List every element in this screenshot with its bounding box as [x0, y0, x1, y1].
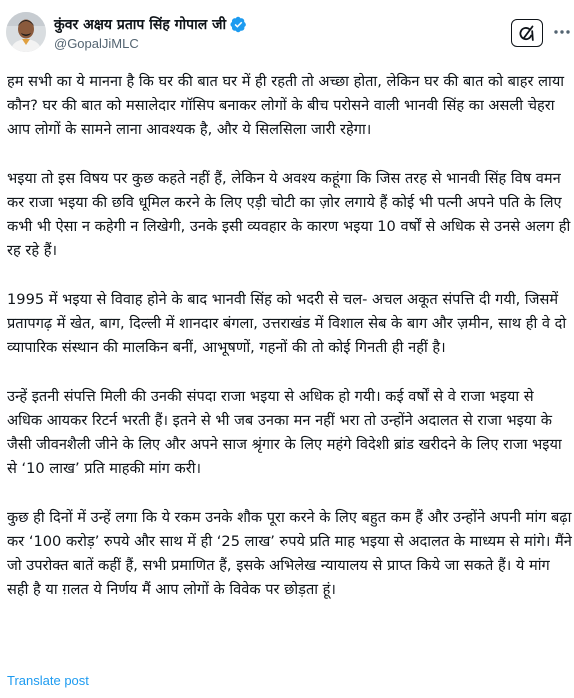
user-handle[interactable]: @GopalJiMLC [54, 36, 139, 51]
display-name-row [54, 14, 247, 34]
user-info [54, 14, 247, 51]
grok-icon [517, 23, 537, 43]
avatar-image [6, 12, 46, 52]
post-paragraph: भइया तो इस विषय पर कुछ कहते नहीं हैं, लेकिन ये अवश्य कहूंगा कि जिस तरह से भानवी सिंह विष वमन कर राजा भइया की छवि धूमिल करने के लिए एड़ी चोटी का ज़ोर लगाये हैं कोई भी पत्नी अपने पति के लिए कभी भी ऐसा न कहेगी न लिखेगी, उनके इसी व्यवहार के कारण भइया 10 वर्षों से अधिक से उनसे अलग ही रह रहे हैं। [7, 169, 571, 260]
post-header [0, 0, 574, 62]
display-name[interactable]: कुंवर अक्षय प्रताप सिंह गोपाल जी [54, 16, 227, 33]
post-paragraph: उन्हें इतनी संपत्ति मिली की उनकी संपदा राजा भइया से अधिक हो गयी। कई वर्षों से वे राजा भइया से अधिक आयकर रिटर्न भरती हैं। इतने से भी जब उनका मन नहीं भरा तो उन्होंने अदालत से राजा भइया के जैसी जीवनशैली जीने के लिए और अपने साज श्रृंगार के लिए महंगे विदेशी ब्रांड खरीदने के लिए राजा भइया से ‘10 लाख’ प्रति माहकी मांग करी। [7, 387, 562, 478]
more-options-icon [553, 23, 571, 41]
more-options-button[interactable] [552, 22, 572, 42]
post-paragraph: कुछ ही दिनों में उन्हें लगा कि ये रकम उनके शौक पूरा करने के लिए बहुत कम हैं और उन्होंने अपनी मांग बढ़ा कर ‘100 करोड़’ रुपये और साथ में ही ‘25 लाख’ रुपये प्रति माह भइया से अदालत के माध्यम से मांगे। मैंने जो उपरोक्त बातें कहीं हैं, सभी प्रमाणित हैं, इसके अभिलेख न्यायालय से प्राप्त किये जा सकते हैं। ये मांग सही है या ग़लत ये निर्णय मैं आप लोगों के विवेक पर छोड़ता हूं। [7, 508, 572, 599]
post-paragraph: 1995 में भइया से विवाह होने के बाद भानवी सिंह को भदरी से चल- अचल अकूत संपत्ति दी गयी, जिसमें प्रतापगढ़ में खेत, बाग, दिल्ली में शानदार बंगला, उत्तराखंड में विशाल सेब के बाग और ज़मीन, साथ ही वे दो व्यापारिक संस्थान की मालकिन बनीं, आभूषणों, गहनों की तो कोई गिनती ही नहीं है। [7, 290, 567, 357]
verified-badge-icon[interactable] [230, 16, 247, 33]
post-paragraph: हम सभी का ये मानना है कि घर की बात घर में ही रहती तो अच्छा होता, लेकिन घर की बात को बाहर लाया कौन? घर की बात को मसालेदार गॉसिप बनाकर लोगों के बीच परोसने वाली भानवी सिंह का असली चेहरा आप लोगों के सामने लाना आवश्यक है, और ये सिलसिला जारी रहेगा। [7, 73, 565, 139]
post-body [7, 70, 572, 602]
grok-button[interactable] [511, 19, 543, 47]
avatar[interactable] [6, 12, 46, 52]
translate-post-link[interactable]: Translate post [7, 673, 89, 688]
